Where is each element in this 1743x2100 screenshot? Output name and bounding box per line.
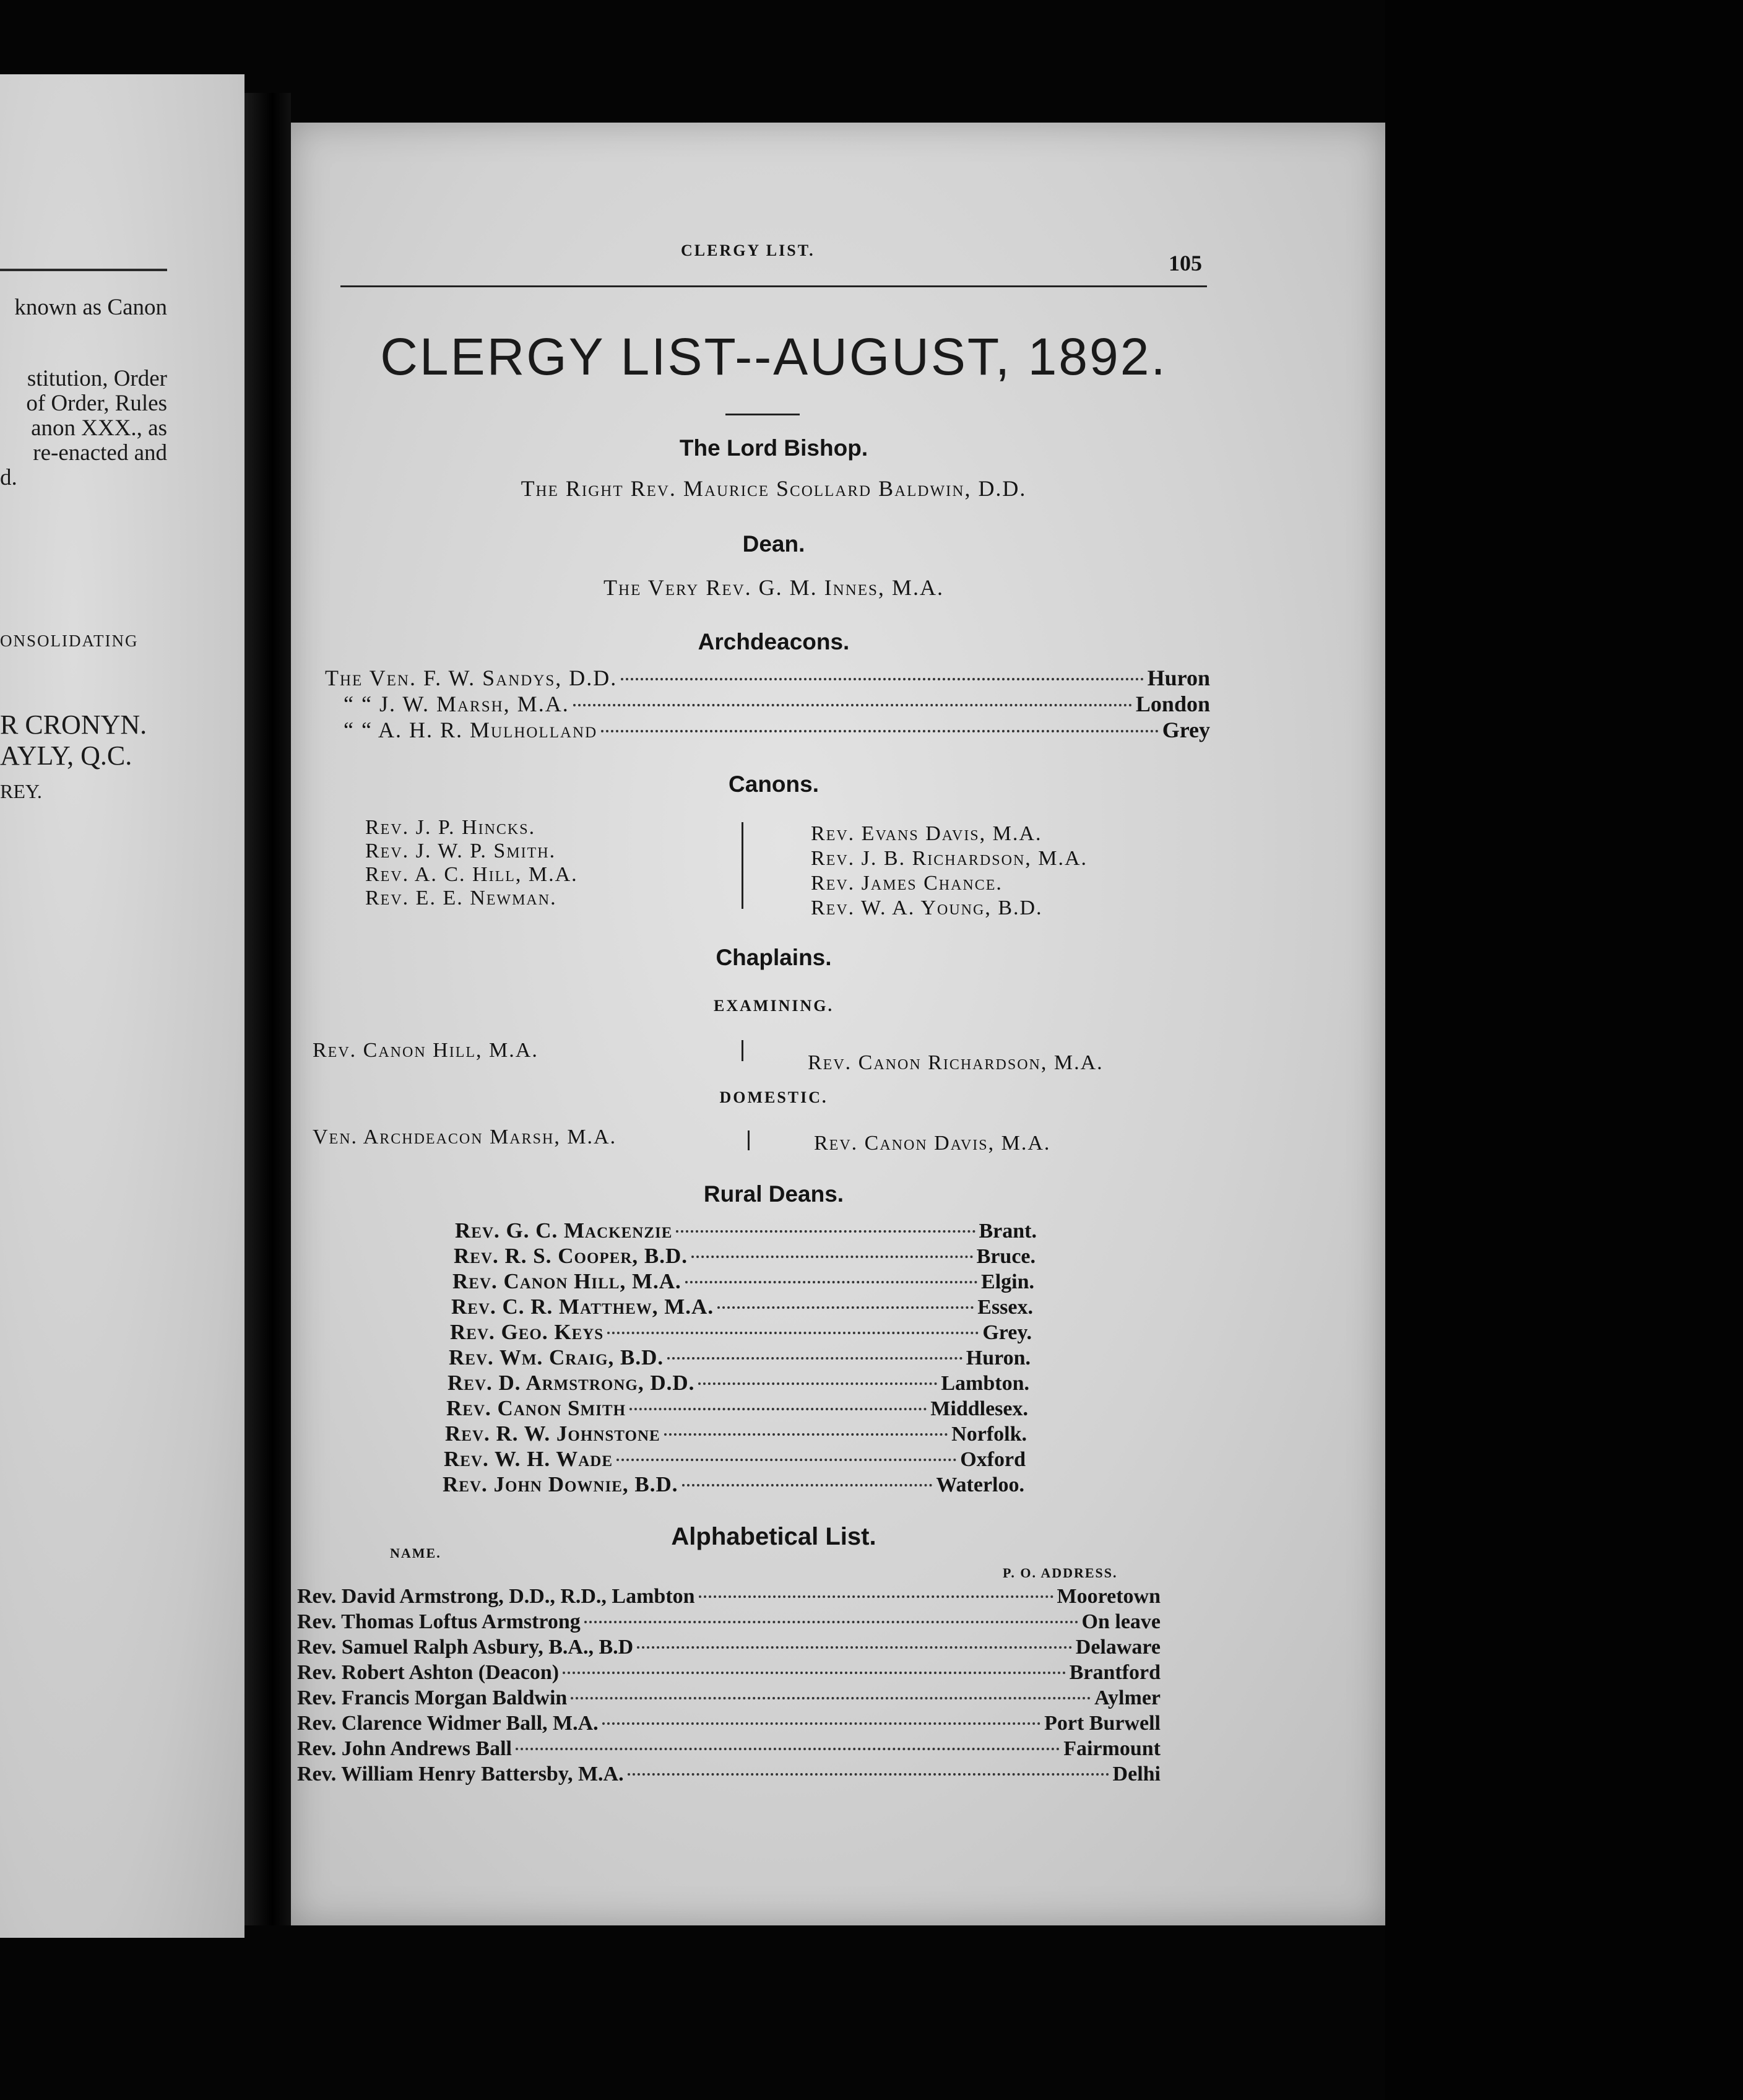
dot-leader bbox=[698, 1382, 937, 1385]
archdeacon-name: “ “ A. H. R. Mulholland bbox=[344, 718, 598, 742]
examining-chaplain: Rev. Canon Hill, M.A. bbox=[313, 1039, 538, 1062]
clergy-name: Rev. Thomas Loftus Armstrong bbox=[297, 1610, 581, 1633]
rural-deanery: Brant. bbox=[979, 1220, 1037, 1243]
left-page-fragment bbox=[0, 74, 244, 1938]
canon-name: Rev. Evans Davis, M.A. bbox=[811, 822, 1042, 845]
rural-dean-name: Rev. R. W. Johnstone bbox=[445, 1421, 660, 1446]
page-number: 105 bbox=[1169, 251, 1202, 276]
archdeacon-name: “ “ J. W. Marsh, M.A. bbox=[344, 692, 569, 716]
header-rule bbox=[340, 285, 1207, 287]
canon-name: Rev. E. E. Newman. bbox=[365, 887, 557, 909]
rural-dean-row bbox=[452, 1269, 1034, 1294]
rural-deanery: Essex. bbox=[977, 1296, 1033, 1319]
column-divider bbox=[742, 1040, 743, 1061]
rural-dean-row bbox=[449, 1345, 1031, 1370]
archdeacon-row bbox=[344, 717, 1210, 743]
column-divider bbox=[742, 822, 743, 909]
left-page-line: known as Canon bbox=[14, 295, 167, 320]
address-column-header: P. O. ADDRESS. bbox=[1003, 1565, 1118, 1581]
dot-leader bbox=[664, 1433, 948, 1436]
clergy-name: Rev. David Armstrong, D.D., R.D., Lambton bbox=[297, 1585, 695, 1608]
left-page-line: ONSOLIDATING bbox=[0, 631, 139, 650]
rural-deanery: Bruce. bbox=[976, 1245, 1036, 1268]
dean-heading: Dean. bbox=[742, 531, 805, 557]
column-divider bbox=[748, 1130, 750, 1150]
rural-dean-name: Rev. Geo. Keys bbox=[450, 1320, 604, 1344]
title-rule bbox=[725, 414, 800, 415]
archdeacon-place: Huron bbox=[1147, 666, 1210, 690]
dot-leader bbox=[601, 730, 1159, 732]
dot-leader bbox=[637, 1646, 1072, 1649]
clergy-entry-row bbox=[297, 1712, 1161, 1735]
clergy-entry-row bbox=[297, 1661, 1161, 1685]
clergy-name: Rev. John Andrews Ball bbox=[297, 1737, 513, 1760]
domestic-chaplain: Rev. Canon Davis, M.A. bbox=[814, 1132, 1051, 1155]
dot-leader bbox=[602, 1722, 1040, 1725]
left-page-line: d. bbox=[0, 465, 17, 490]
rural-deanery: Elgin. bbox=[981, 1270, 1034, 1293]
left-page-rule bbox=[0, 269, 167, 271]
archdeacon-row bbox=[325, 665, 1210, 691]
clergy-name: Rev. Clarence Widmer Ball, M.A. bbox=[297, 1712, 599, 1735]
post-office-address: Delhi bbox=[1112, 1763, 1161, 1785]
rural-dean-row bbox=[451, 1295, 1033, 1319]
dot-leader bbox=[571, 1697, 1091, 1699]
dot-leader bbox=[682, 1484, 933, 1486]
examining-label: EXAMINING. bbox=[714, 997, 834, 1015]
dot-leader bbox=[629, 1408, 927, 1410]
post-office-address: Port Burwell bbox=[1044, 1712, 1161, 1735]
post-office-address: Brantford bbox=[1069, 1661, 1161, 1684]
dot-leader bbox=[717, 1306, 974, 1309]
dot-leader bbox=[563, 1672, 1066, 1674]
domestic-label: DOMESTIC. bbox=[719, 1088, 828, 1106]
chaplains-heading: Chaplains. bbox=[716, 945, 832, 970]
rural-deans-heading: Rural Deans. bbox=[703, 1181, 844, 1207]
rural-dean-name: Rev. C. R. Matthew, M.A. bbox=[451, 1295, 714, 1319]
dot-leader bbox=[676, 1230, 975, 1233]
canon-name: Rev. W. A. Young, B.D. bbox=[811, 896, 1043, 919]
left-page-line: anon XXX., as bbox=[31, 415, 167, 441]
archdeacon-row bbox=[344, 691, 1210, 717]
lord-bishop-name: The Right Rev. Maurice Scollard Baldwin, D.D. bbox=[521, 476, 1027, 501]
examining-chaplain: Rev. Canon Richardson, M.A. bbox=[808, 1051, 1104, 1074]
lord-bishop-heading: The Lord Bishop. bbox=[679, 435, 868, 461]
post-office-address: Aylmer bbox=[1094, 1686, 1161, 1709]
rural-dean-name: Rev. John Downie, B.D. bbox=[443, 1472, 678, 1496]
dot-leader bbox=[628, 1773, 1109, 1776]
left-page-line: REY. bbox=[0, 780, 42, 802]
dot-leader bbox=[607, 1332, 979, 1334]
dot-leader bbox=[691, 1256, 973, 1258]
rural-deanery: Middlesex. bbox=[930, 1397, 1028, 1420]
dot-leader bbox=[699, 1595, 1053, 1598]
rural-dean-row bbox=[443, 1472, 1024, 1497]
dot-leader bbox=[584, 1621, 1078, 1623]
archdeacon-place: London bbox=[1135, 692, 1210, 716]
dot-leader bbox=[685, 1281, 977, 1283]
archdeacon-name: The Ven. F. W. Sandys, D.D. bbox=[325, 666, 618, 690]
rural-deanery: Lambton. bbox=[941, 1372, 1029, 1395]
rural-dean-name: Rev. Canon Hill, M.A. bbox=[452, 1269, 681, 1293]
rural-deanery: Grey. bbox=[982, 1321, 1032, 1344]
page-title: CLERGY LIST--AUGUST, 1892. bbox=[380, 328, 1167, 386]
rural-dean-name: Rev. Canon Smith bbox=[446, 1396, 626, 1420]
clergy-name: Rev. William Henry Battersby, M.A. bbox=[297, 1763, 624, 1785]
rural-dean-row bbox=[455, 1218, 1037, 1243]
rural-dean-row bbox=[444, 1447, 1026, 1472]
clergy-entry-row bbox=[297, 1610, 1161, 1634]
clergy-name: Rev. Francis Morgan Baldwin bbox=[297, 1686, 568, 1709]
rural-dean-row bbox=[448, 1371, 1029, 1395]
rural-deanery: Norfolk. bbox=[951, 1423, 1027, 1446]
left-page-line: R CRONYN. bbox=[0, 709, 147, 740]
post-office-address: Fairmount bbox=[1063, 1737, 1161, 1760]
clergy-entry-row bbox=[297, 1636, 1161, 1659]
canon-name: Rev. James Chance. bbox=[811, 872, 1003, 895]
alphabetical-heading: Alphabetical List. bbox=[671, 1523, 876, 1550]
clergy-entry-row bbox=[297, 1686, 1161, 1710]
rural-dean-name: Rev. G. C. Mackenzie bbox=[455, 1218, 673, 1243]
canon-name: Rev. J. W. P. Smith. bbox=[365, 840, 556, 862]
clergy-entry-row bbox=[297, 1763, 1161, 1786]
dot-leader bbox=[573, 704, 1132, 706]
rural-dean-name: Rev. Wm. Craig, B.D. bbox=[449, 1345, 664, 1369]
left-page-line: of Order, Rules bbox=[26, 391, 167, 416]
clergy-entry-row bbox=[297, 1737, 1161, 1761]
canon-name: Rev. J. B. Richardson, M.A. bbox=[811, 847, 1088, 870]
post-office-address: On leave bbox=[1081, 1610, 1161, 1633]
dot-leader bbox=[616, 1459, 956, 1461]
dean-name: The Very Rev. G. M. Innes, M.A. bbox=[603, 575, 944, 600]
dot-leader bbox=[621, 678, 1143, 680]
book-gutter bbox=[244, 93, 291, 1925]
scan-border bbox=[1385, 0, 1743, 2100]
post-office-address: Mooretown bbox=[1057, 1585, 1161, 1608]
archdeacons-heading: Archdeacons. bbox=[698, 629, 850, 654]
rural-deanery: Huron. bbox=[966, 1347, 1031, 1369]
post-office-address: Delaware bbox=[1075, 1636, 1161, 1659]
name-column-header: NAME. bbox=[390, 1545, 441, 1561]
canons-heading: Canons. bbox=[729, 771, 819, 797]
rural-deanery: Waterloo. bbox=[936, 1473, 1024, 1496]
rural-dean-row bbox=[446, 1396, 1028, 1421]
domestic-chaplain: Ven. Archdeacon Marsh, M.A. bbox=[313, 1126, 617, 1148]
left-page-line: AYLY, Q.C. bbox=[0, 740, 132, 771]
rural-dean-name: Rev. W. H. Wade bbox=[444, 1447, 613, 1471]
rural-dean-row bbox=[450, 1320, 1032, 1345]
rural-dean-name: Rev. R. S. Cooper, B.D. bbox=[454, 1244, 688, 1268]
rural-dean-row bbox=[454, 1244, 1036, 1269]
dot-leader bbox=[516, 1748, 1060, 1750]
clergy-name: Rev. Robert Ashton (Deacon) bbox=[297, 1661, 560, 1684]
clergy-entry-row bbox=[297, 1585, 1161, 1608]
left-page-line: re-enacted and bbox=[33, 440, 167, 466]
canon-name: Rev. J. P. Hincks. bbox=[365, 816, 536, 839]
rural-dean-name: Rev. D. Armstrong, D.D. bbox=[448, 1371, 695, 1395]
clergy-name: Rev. Samuel Ralph Asbury, B.A., B.D bbox=[297, 1636, 634, 1659]
rural-deanery: Oxford bbox=[960, 1448, 1026, 1471]
dot-leader bbox=[667, 1357, 962, 1360]
canon-name: Rev. A. C. Hill, M.A. bbox=[365, 863, 578, 886]
left-page-line: stitution, Order bbox=[27, 366, 167, 391]
archdeacon-place: Grey bbox=[1162, 718, 1210, 742]
clergy-list-page bbox=[291, 123, 1385, 1925]
running-head: CLERGY LIST. bbox=[681, 241, 815, 259]
rural-dean-row bbox=[445, 1421, 1027, 1446]
